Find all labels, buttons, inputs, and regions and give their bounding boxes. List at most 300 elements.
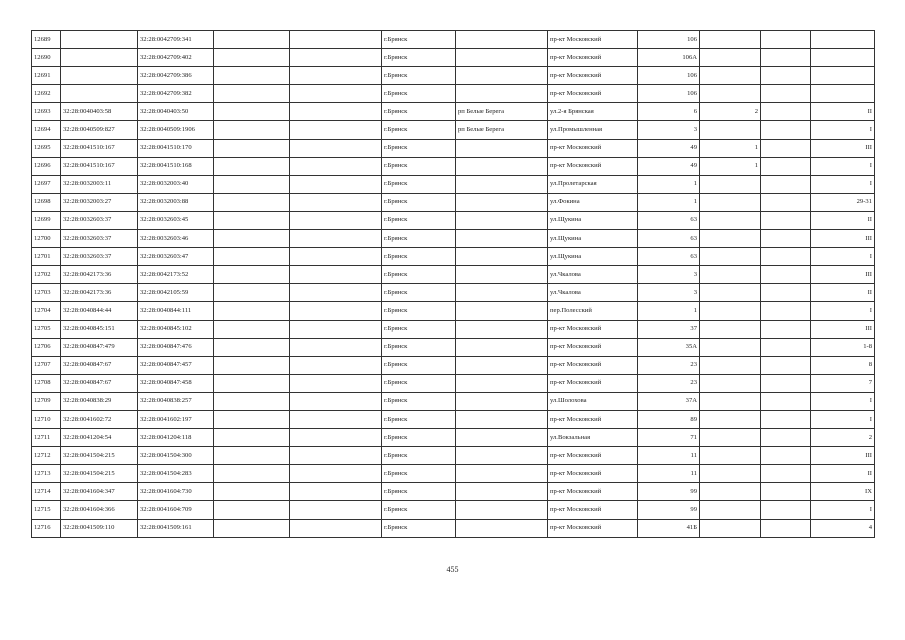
building-cell bbox=[700, 356, 761, 374]
extra-cell-1-cell bbox=[214, 31, 290, 49]
building-cell bbox=[700, 465, 761, 483]
premises-cell: I bbox=[811, 175, 875, 193]
parent-cadastral-number-cell: 32:28:0041510:167 bbox=[61, 157, 138, 175]
extra-cell-1-cell bbox=[214, 465, 290, 483]
house-number-cell: 1 bbox=[638, 175, 700, 193]
table-row bbox=[32, 211, 875, 229]
table-row bbox=[32, 49, 875, 67]
extra-cell-3-cell bbox=[761, 139, 811, 157]
extra-cell-2-cell bbox=[290, 139, 382, 157]
premises-cell: 7 bbox=[811, 374, 875, 392]
cadastral-number-cell: 32:28:0040845:102 bbox=[138, 320, 214, 338]
extra-cell-3-cell bbox=[761, 356, 811, 374]
premises-cell: 4 bbox=[811, 519, 875, 537]
extra-cell-1-cell bbox=[214, 230, 290, 248]
registry-table-body bbox=[32, 31, 875, 538]
cadastral-number-cell: 32:28:0040403:50 bbox=[138, 103, 214, 121]
extra-cell-3-cell bbox=[761, 501, 811, 519]
city-cell: г.Брянск bbox=[382, 85, 456, 103]
building-cell bbox=[700, 374, 761, 392]
extra-cell-1-cell bbox=[214, 139, 290, 157]
extra-cell-3-cell bbox=[761, 248, 811, 266]
settlement-cell bbox=[456, 429, 548, 447]
extra-cell-2-cell bbox=[290, 501, 382, 519]
parent-cadastral-number-cell: 32:28:0040847:67 bbox=[61, 356, 138, 374]
row-number-cell: 12708 bbox=[32, 374, 61, 392]
city-cell: г.Брянск bbox=[382, 175, 456, 193]
settlement-cell bbox=[456, 356, 548, 374]
extra-cell-3-cell bbox=[761, 519, 811, 537]
extra-cell-1-cell bbox=[214, 103, 290, 121]
cadastral-number-cell: 32:28:0041504:283 bbox=[138, 465, 214, 483]
house-number-cell: 106А bbox=[638, 49, 700, 67]
extra-cell-3-cell bbox=[761, 392, 811, 410]
cadastral-number-cell: 32:28:0032003:88 bbox=[138, 193, 214, 211]
row-number-cell: 12693 bbox=[32, 103, 61, 121]
extra-cell-1-cell bbox=[214, 49, 290, 67]
street-cell: ул.Пролетарская bbox=[548, 175, 638, 193]
city-cell: г.Брянск bbox=[382, 193, 456, 211]
settlement-cell bbox=[456, 175, 548, 193]
building-cell bbox=[700, 483, 761, 501]
extra-cell-3-cell bbox=[761, 49, 811, 67]
house-number-cell: 1 bbox=[638, 302, 700, 320]
cadastral-number-cell: 32:28:0042709:386 bbox=[138, 67, 214, 85]
premises-cell: 8 bbox=[811, 356, 875, 374]
city-cell: г.Брянск bbox=[382, 501, 456, 519]
street-cell: пр-кт Московский bbox=[548, 519, 638, 537]
extra-cell-1-cell bbox=[214, 392, 290, 410]
extra-cell-1-cell bbox=[214, 85, 290, 103]
extra-cell-3-cell bbox=[761, 193, 811, 211]
extra-cell-1-cell bbox=[214, 519, 290, 537]
cadastral-number-cell: 32:28:0041504:300 bbox=[138, 447, 214, 465]
extra-cell-3-cell bbox=[761, 85, 811, 103]
building-cell bbox=[700, 519, 761, 537]
premises-cell: 2 bbox=[811, 429, 875, 447]
parent-cadastral-number-cell: 32:28:0041602:72 bbox=[61, 410, 138, 428]
street-cell: ул.2-я Брянская bbox=[548, 103, 638, 121]
street-cell: ул.Щукина bbox=[548, 230, 638, 248]
extra-cell-3-cell bbox=[761, 175, 811, 193]
extra-cell-3-cell bbox=[761, 157, 811, 175]
row-number-cell: 12695 bbox=[32, 139, 61, 157]
building-cell bbox=[700, 320, 761, 338]
street-cell: ул.Щукина bbox=[548, 211, 638, 229]
extra-cell-2-cell bbox=[290, 356, 382, 374]
extra-cell-1-cell bbox=[214, 356, 290, 374]
row-number-cell: 12689 bbox=[32, 31, 61, 49]
parent-cadastral-number-cell: 32:28:0032603:37 bbox=[61, 248, 138, 266]
settlement-cell bbox=[456, 248, 548, 266]
house-number-cell: 63 bbox=[638, 230, 700, 248]
settlement-cell bbox=[456, 284, 548, 302]
extra-cell-3-cell bbox=[761, 266, 811, 284]
extra-cell-2-cell bbox=[290, 121, 382, 139]
extra-cell-2-cell bbox=[290, 157, 382, 175]
city-cell: г.Брянск bbox=[382, 392, 456, 410]
street-cell: ул.Щукина bbox=[548, 248, 638, 266]
row-number-cell: 12705 bbox=[32, 320, 61, 338]
street-cell: пр-кт Московский bbox=[548, 338, 638, 356]
city-cell: г.Брянск bbox=[382, 284, 456, 302]
parent-cadastral-number-cell bbox=[61, 31, 138, 49]
cadastral-number-cell: 32:28:0040838:257 bbox=[138, 392, 214, 410]
settlement-cell bbox=[456, 31, 548, 49]
extra-cell-1-cell bbox=[214, 374, 290, 392]
building-cell bbox=[700, 230, 761, 248]
building-cell bbox=[700, 284, 761, 302]
premises-cell: 29-31 bbox=[811, 193, 875, 211]
cadastral-number-cell: 32:28:0041204:118 bbox=[138, 429, 214, 447]
table-row bbox=[32, 103, 875, 121]
building-cell bbox=[700, 31, 761, 49]
extra-cell-2-cell bbox=[290, 465, 382, 483]
row-number-cell: 12713 bbox=[32, 465, 61, 483]
registry-table bbox=[31, 30, 875, 538]
parent-cadastral-number-cell: 32:28:0032003:27 bbox=[61, 193, 138, 211]
building-cell bbox=[700, 211, 761, 229]
cadastral-number-cell: 32:28:0041509:161 bbox=[138, 519, 214, 537]
premises-cell: III bbox=[811, 266, 875, 284]
row-number-cell: 12698 bbox=[32, 193, 61, 211]
table-row bbox=[32, 429, 875, 447]
cadastral-number-cell: 32:28:0042709:402 bbox=[138, 49, 214, 67]
parent-cadastral-number-cell: 32:28:0040847:479 bbox=[61, 338, 138, 356]
house-number-cell: 23 bbox=[638, 374, 700, 392]
cadastral-number-cell: 32:28:0032603:45 bbox=[138, 211, 214, 229]
premises-cell: 1-8 bbox=[811, 338, 875, 356]
street-cell: пр-кт Московский bbox=[548, 374, 638, 392]
building-cell: 1 bbox=[700, 157, 761, 175]
row-number-cell: 12707 bbox=[32, 356, 61, 374]
extra-cell-3-cell bbox=[761, 284, 811, 302]
row-number-cell: 12702 bbox=[32, 266, 61, 284]
parent-cadastral-number-cell: 32:28:0032603:37 bbox=[61, 230, 138, 248]
house-number-cell: 106 bbox=[638, 31, 700, 49]
table-row bbox=[32, 501, 875, 519]
city-cell: г.Брянск bbox=[382, 338, 456, 356]
extra-cell-1-cell bbox=[214, 193, 290, 211]
extra-cell-2-cell bbox=[290, 211, 382, 229]
premises-cell bbox=[811, 85, 875, 103]
extra-cell-1-cell bbox=[214, 67, 290, 85]
table-row bbox=[32, 67, 875, 85]
premises-cell: I bbox=[811, 392, 875, 410]
settlement-cell bbox=[456, 230, 548, 248]
house-number-cell: 63 bbox=[638, 211, 700, 229]
extra-cell-2-cell bbox=[290, 175, 382, 193]
building-cell bbox=[700, 67, 761, 85]
settlement-cell bbox=[456, 302, 548, 320]
city-cell: г.Брянск bbox=[382, 103, 456, 121]
street-cell: пр-кт Московский bbox=[548, 49, 638, 67]
table-row bbox=[32, 193, 875, 211]
cadastral-number-cell: 32:28:0041602:197 bbox=[138, 410, 214, 428]
table-row bbox=[32, 31, 875, 49]
house-number-cell: 106 bbox=[638, 85, 700, 103]
premises-cell: I bbox=[811, 121, 875, 139]
street-cell: пр-кт Московский bbox=[548, 85, 638, 103]
cadastral-number-cell: 32:28:0032603:47 bbox=[138, 248, 214, 266]
row-number-cell: 12710 bbox=[32, 410, 61, 428]
table-row bbox=[32, 284, 875, 302]
row-number-cell: 12712 bbox=[32, 447, 61, 465]
parent-cadastral-number-cell: 32:28:0040844:44 bbox=[61, 302, 138, 320]
extra-cell-2-cell bbox=[290, 410, 382, 428]
extra-cell-1-cell bbox=[214, 429, 290, 447]
parent-cadastral-number-cell: 32:28:0041204:54 bbox=[61, 429, 138, 447]
building-cell: 2 bbox=[700, 103, 761, 121]
row-number-cell: 12696 bbox=[32, 157, 61, 175]
table-row bbox=[32, 320, 875, 338]
city-cell: г.Брянск bbox=[382, 302, 456, 320]
house-number-cell: 63 bbox=[638, 248, 700, 266]
table-row bbox=[32, 483, 875, 501]
extra-cell-2-cell bbox=[290, 284, 382, 302]
building-cell bbox=[700, 193, 761, 211]
city-cell: г.Брянск bbox=[382, 211, 456, 229]
parent-cadastral-number-cell: 32:28:0041504:215 bbox=[61, 447, 138, 465]
row-number-cell: 12714 bbox=[32, 483, 61, 501]
extra-cell-1-cell bbox=[214, 284, 290, 302]
house-number-cell: 11 bbox=[638, 465, 700, 483]
house-number-cell: 1 bbox=[638, 193, 700, 211]
premises-cell: III bbox=[811, 320, 875, 338]
table-row bbox=[32, 302, 875, 320]
table-row bbox=[32, 230, 875, 248]
cadastral-number-cell: 32:28:0040847:457 bbox=[138, 356, 214, 374]
city-cell: г.Брянск bbox=[382, 67, 456, 85]
parent-cadastral-number-cell: 32:28:0041604:366 bbox=[61, 501, 138, 519]
parent-cadastral-number-cell: 32:28:0032603:37 bbox=[61, 211, 138, 229]
premises-cell bbox=[811, 49, 875, 67]
building-cell bbox=[700, 248, 761, 266]
extra-cell-1-cell bbox=[214, 447, 290, 465]
street-cell: пр-кт Московский bbox=[548, 483, 638, 501]
extra-cell-2-cell bbox=[290, 31, 382, 49]
house-number-cell: 6 bbox=[638, 103, 700, 121]
extra-cell-2-cell bbox=[290, 338, 382, 356]
extra-cell-2-cell bbox=[290, 374, 382, 392]
cadastral-number-cell: 32:28:0040844:111 bbox=[138, 302, 214, 320]
house-number-cell: 35А bbox=[638, 338, 700, 356]
city-cell: г.Брянск bbox=[382, 356, 456, 374]
city-cell: г.Брянск bbox=[382, 230, 456, 248]
house-number-cell: 99 bbox=[638, 501, 700, 519]
building-cell bbox=[700, 392, 761, 410]
extra-cell-1-cell bbox=[214, 175, 290, 193]
extra-cell-2-cell bbox=[290, 193, 382, 211]
table-row bbox=[32, 338, 875, 356]
row-number-cell: 12716 bbox=[32, 519, 61, 537]
street-cell: ул.Вокзальная bbox=[548, 429, 638, 447]
parent-cadastral-number-cell: 32:28:0040847:67 bbox=[61, 374, 138, 392]
parent-cadastral-number-cell: 32:28:0040403:58 bbox=[61, 103, 138, 121]
parent-cadastral-number-cell bbox=[61, 67, 138, 85]
building-cell bbox=[700, 429, 761, 447]
settlement-cell bbox=[456, 139, 548, 157]
building-cell bbox=[700, 302, 761, 320]
extra-cell-2-cell bbox=[290, 67, 382, 85]
street-cell: пер.Полесский bbox=[548, 302, 638, 320]
street-cell: пр-кт Московский bbox=[548, 501, 638, 519]
cadastral-number-cell: 32:28:0040847:476 bbox=[138, 338, 214, 356]
table-row bbox=[32, 175, 875, 193]
street-cell: пр-кт Московский bbox=[548, 320, 638, 338]
settlement-cell bbox=[456, 320, 548, 338]
extra-cell-1-cell bbox=[214, 121, 290, 139]
extra-cell-3-cell bbox=[761, 374, 811, 392]
row-number-cell: 12699 bbox=[32, 211, 61, 229]
premises-cell: III bbox=[811, 447, 875, 465]
parent-cadastral-number-cell: 32:28:0040845:151 bbox=[61, 320, 138, 338]
house-number-cell: 99 bbox=[638, 483, 700, 501]
extra-cell-1-cell bbox=[214, 266, 290, 284]
street-cell: ул.Фокина bbox=[548, 193, 638, 211]
street-cell: пр-кт Московский bbox=[548, 447, 638, 465]
extra-cell-3-cell bbox=[761, 338, 811, 356]
extra-cell-2-cell bbox=[290, 230, 382, 248]
city-cell: г.Брянск bbox=[382, 519, 456, 537]
extra-cell-1-cell bbox=[214, 248, 290, 266]
extra-cell-1-cell bbox=[214, 410, 290, 428]
row-number-cell: 12691 bbox=[32, 67, 61, 85]
extra-cell-1-cell bbox=[214, 483, 290, 501]
city-cell: г.Брянск bbox=[382, 157, 456, 175]
house-number-cell: 3 bbox=[638, 284, 700, 302]
row-number-cell: 12715 bbox=[32, 501, 61, 519]
row-number-cell: 12690 bbox=[32, 49, 61, 67]
street-cell: пр-кт Московский bbox=[548, 465, 638, 483]
table-row bbox=[32, 356, 875, 374]
extra-cell-2-cell bbox=[290, 248, 382, 266]
settlement-cell bbox=[456, 447, 548, 465]
cadastral-number-cell: 32:28:0040509:1906 bbox=[138, 121, 214, 139]
table-row bbox=[32, 139, 875, 157]
extra-cell-1-cell bbox=[214, 211, 290, 229]
city-cell: г.Брянск bbox=[382, 320, 456, 338]
parent-cadastral-number-cell: 32:28:0042173:36 bbox=[61, 284, 138, 302]
table-row bbox=[32, 121, 875, 139]
extra-cell-3-cell bbox=[761, 103, 811, 121]
premises-cell: III bbox=[811, 139, 875, 157]
cadastral-number-cell: 32:28:0040847:458 bbox=[138, 374, 214, 392]
settlement-cell bbox=[456, 67, 548, 85]
extra-cell-3-cell bbox=[761, 211, 811, 229]
premises-cell: II bbox=[811, 211, 875, 229]
premises-cell: II bbox=[811, 284, 875, 302]
premises-cell: I bbox=[811, 157, 875, 175]
house-number-cell: 3 bbox=[638, 266, 700, 284]
premises-cell bbox=[811, 31, 875, 49]
extra-cell-2-cell bbox=[290, 447, 382, 465]
city-cell: г.Брянск bbox=[382, 447, 456, 465]
street-cell: ул.Промышленная bbox=[548, 121, 638, 139]
cadastral-number-cell: 32:28:0032603:46 bbox=[138, 230, 214, 248]
house-number-cell: 41Б bbox=[638, 519, 700, 537]
premises-cell: II bbox=[811, 465, 875, 483]
settlement-cell bbox=[456, 392, 548, 410]
extra-cell-3-cell bbox=[761, 447, 811, 465]
premises-cell: IX bbox=[811, 483, 875, 501]
city-cell: г.Брянск bbox=[382, 374, 456, 392]
row-number-cell: 12697 bbox=[32, 175, 61, 193]
row-number-cell: 12706 bbox=[32, 338, 61, 356]
extra-cell-1-cell bbox=[214, 501, 290, 519]
row-number-cell: 12711 bbox=[32, 429, 61, 447]
settlement-cell bbox=[456, 410, 548, 428]
city-cell: г.Брянск bbox=[382, 410, 456, 428]
extra-cell-2-cell bbox=[290, 302, 382, 320]
street-cell: ул.Шолохова bbox=[548, 392, 638, 410]
extra-cell-2-cell bbox=[290, 483, 382, 501]
street-cell: пр-кт Московский bbox=[548, 157, 638, 175]
settlement-cell bbox=[456, 465, 548, 483]
street-cell: ул.Чкалова bbox=[548, 284, 638, 302]
extra-cell-1-cell bbox=[214, 157, 290, 175]
settlement-cell bbox=[456, 483, 548, 501]
city-cell: г.Брянск bbox=[382, 248, 456, 266]
extra-cell-2-cell bbox=[290, 519, 382, 537]
premises-cell: I bbox=[811, 501, 875, 519]
extra-cell-3-cell bbox=[761, 465, 811, 483]
premises-cell: III bbox=[811, 230, 875, 248]
table-row bbox=[32, 410, 875, 428]
extra-cell-2-cell bbox=[290, 429, 382, 447]
settlement-cell bbox=[456, 338, 548, 356]
table-row bbox=[32, 85, 875, 103]
street-cell: пр-кт Московский bbox=[548, 356, 638, 374]
premises-cell: I bbox=[811, 410, 875, 428]
extra-cell-3-cell bbox=[761, 483, 811, 501]
settlement-cell bbox=[456, 193, 548, 211]
premises-cell bbox=[811, 67, 875, 85]
house-number-cell: 3 bbox=[638, 121, 700, 139]
extra-cell-1-cell bbox=[214, 302, 290, 320]
premises-cell: I bbox=[811, 248, 875, 266]
extra-cell-3-cell bbox=[761, 121, 811, 139]
city-cell: г.Брянск bbox=[382, 465, 456, 483]
settlement-cell: рп Белые Берега bbox=[456, 103, 548, 121]
extra-cell-2-cell bbox=[290, 85, 382, 103]
table-row bbox=[32, 392, 875, 410]
settlement-cell bbox=[456, 266, 548, 284]
table-row bbox=[32, 157, 875, 175]
extra-cell-2-cell bbox=[290, 49, 382, 67]
parent-cadastral-number-cell bbox=[61, 85, 138, 103]
table-row bbox=[32, 248, 875, 266]
parent-cadastral-number-cell: 32:28:0041604:347 bbox=[61, 483, 138, 501]
parent-cadastral-number-cell: 32:28:0041504:215 bbox=[61, 465, 138, 483]
city-cell: г.Брянск bbox=[382, 121, 456, 139]
building-cell bbox=[700, 338, 761, 356]
parent-cadastral-number-cell bbox=[61, 49, 138, 67]
parent-cadastral-number-cell: 32:28:0032003:11 bbox=[61, 175, 138, 193]
city-cell: г.Брянск bbox=[382, 49, 456, 67]
row-number-cell: 12701 bbox=[32, 248, 61, 266]
house-number-cell: 71 bbox=[638, 429, 700, 447]
city-cell: г.Брянск bbox=[382, 483, 456, 501]
settlement-cell bbox=[456, 519, 548, 537]
table-row bbox=[32, 519, 875, 537]
city-cell: г.Брянск bbox=[382, 139, 456, 157]
building-cell bbox=[700, 410, 761, 428]
street-cell: пр-кт Московский bbox=[548, 31, 638, 49]
house-number-cell: 37А bbox=[638, 392, 700, 410]
table-row bbox=[32, 266, 875, 284]
row-number-cell: 12700 bbox=[32, 230, 61, 248]
